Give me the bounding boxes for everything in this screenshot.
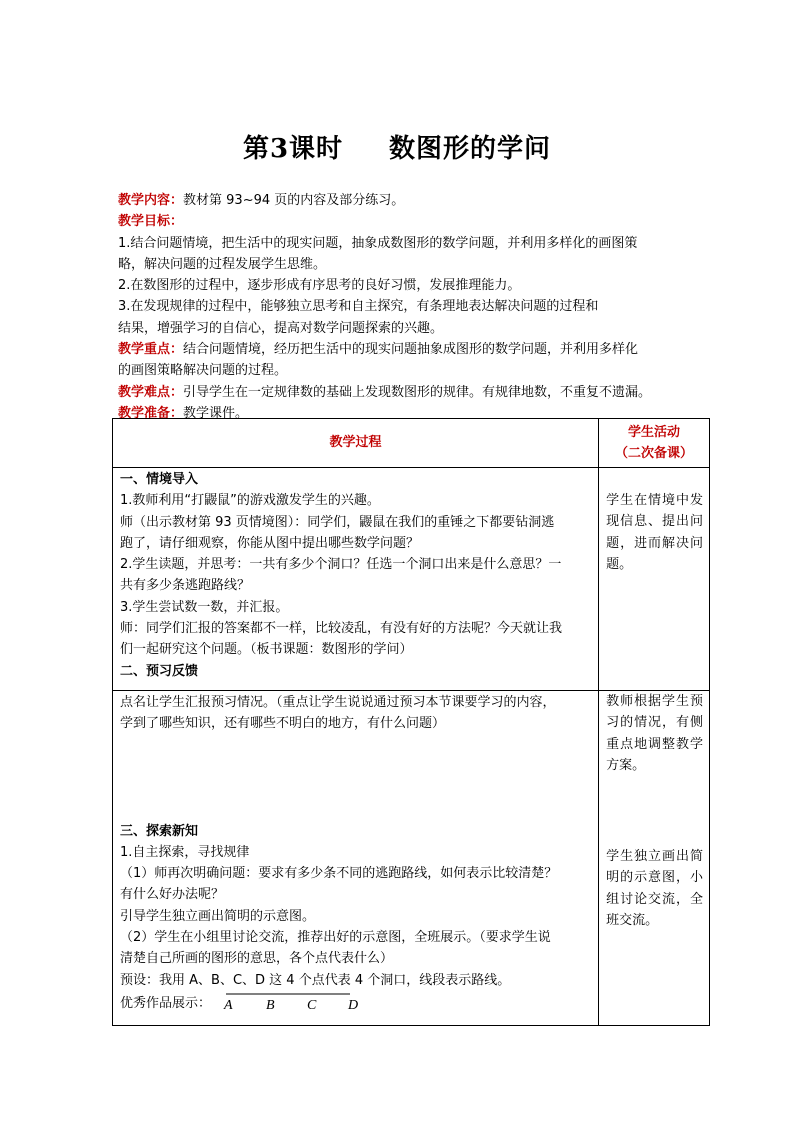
lesson-number: 第3课时: [242, 134, 344, 164]
content-label: 教学内容：: [118, 193, 184, 208]
route-diagram: [218, 989, 368, 1017]
section-intro-cell: [113, 468, 599, 691]
goal-1a: 1.结合问题情境，把生活中的现实问题，抽象成数图形的数学问题，并利用多样化的画图策: [118, 235, 638, 251]
section-intro-title: 一、情境导入: [120, 472, 199, 487]
table-row: [113, 690, 710, 1025]
explore-line-3: 有什么好办法呢？: [120, 887, 225, 903]
difficulty-text: 引导学生在一定规律数的基础上发现数图形的规律。有规律地数，不重复不遗漏。: [183, 384, 652, 400]
intro-line-4: 2.学生读题，并思考：一共有多少个洞口？任选一个洞口出来是什么意思？一: [120, 557, 562, 573]
key-text-b: 的画图策略解决问题的过程。: [118, 363, 288, 379]
preview-line-2: 学到了哪些知识，还有哪些不明白的地方，有什么问题）: [120, 716, 446, 732]
section-explore-title: 三、探索新知: [120, 823, 199, 839]
explore-line-1: 1.自主探索，寻找规律: [120, 844, 250, 860]
point-d-label: D: [348, 997, 359, 1013]
explore-line-4: 引导学生独立画出简明的示意图。: [120, 908, 316, 924]
goal-3b: 结果，增强学习的自信心，提高对数学问题探索的兴趣。: [118, 320, 444, 336]
showcase-label: 优秀作品展示：: [120, 995, 212, 1011]
preview-line-1: 点名让学生汇报预习情况。（重点让学生说说通过预习本节课要学习的内容，: [120, 694, 556, 710]
prep-label: 教学准备：: [118, 405, 184, 421]
goals-line: [118, 211, 698, 232]
intro-line-3: 跑了，请仔细观察，你能从图中提出哪些数学问题？: [120, 535, 420, 551]
goals-label: 教学目标：: [118, 214, 184, 230]
preview-spacer: [120, 735, 592, 821]
content-line: [118, 190, 698, 211]
point-c-label: C: [307, 997, 317, 1013]
goal-1b: 略，解决问题的过程发展学生思维。: [118, 256, 327, 272]
activity-header-sub: （二次备课）: [615, 446, 694, 461]
lesson-process-table: [112, 418, 710, 1026]
explore-line-6: 清楚自己所画的图形的意思，各个点代表什么）: [120, 951, 394, 967]
table-header-row: [113, 419, 710, 468]
lesson-meta: [118, 190, 698, 424]
intro-line-2: 师（出示教材第 93 页情境图）：同学们，鼹鼠在我们的重锤之下都要钻洞逃: [120, 514, 555, 530]
point-b-label: B: [266, 997, 275, 1013]
lesson-topic: 数图形的学问: [389, 134, 552, 164]
page-title: [0, 128, 794, 165]
process-header-label: 教学过程: [329, 435, 382, 451]
activity-header: [599, 419, 710, 468]
explore-line-5: （2）学生在小组里讨论交流，推荐出好的示意图，全班展示。（要求学生说: [120, 930, 551, 946]
activity-header-label: 学生活动: [628, 424, 681, 440]
intro-line-1: 1.教师利用“打鼹鼠”的游戏激发学生的兴趣。: [120, 493, 380, 509]
intro-line-5: 共有多少条逃跑路线？: [120, 578, 251, 594]
key-text-a: 结合问题情境，经历把生活中的现实问题抽象成图形的数学问题，并利用多样化: [183, 342, 639, 358]
process-header: [113, 419, 599, 468]
intro-line-7: 师：同学们汇报的答案都不一样，比较凌乱，有没有好的方法呢？今天就让我: [120, 621, 563, 637]
explore-line-2: （1）师再次明确问题：要求有多少条不同的逃跑路线，如何表示比较清楚？: [120, 866, 558, 882]
explore-line-7: 预设：我用 A、B、C、D 这 4 个点代表 4 个洞口，线段表示路线。: [120, 972, 511, 988]
key-line: [118, 339, 698, 360]
key-label: 教学重点：: [118, 342, 184, 358]
section-preview-title: 二、预习反馈: [120, 663, 199, 679]
content-text: 教材第 93~94 页的内容及部分练习。: [183, 193, 405, 208]
prep-text: 教学课件。: [183, 405, 249, 421]
intro-line-6: 3.学生尝试数一数，并汇报。: [120, 599, 289, 615]
difficulty-label: 教学难点：: [118, 384, 184, 400]
preview-activity-note: 教师根据学生预习的情况，有侧重点地调整教学方案。: [606, 693, 703, 773]
intro-activity-cell: [599, 468, 710, 691]
intro-line-8: 们一起研究这个问题。（板书课题：数图形的学问）: [120, 642, 413, 658]
section-preview-cell: [113, 690, 599, 1025]
preview-activity-cell: [599, 690, 710, 1025]
explore-activity-note: 学生独立画出简明的示意图，小组讨论交流，全班交流。: [606, 849, 703, 929]
table-row: [113, 468, 710, 691]
intro-activity-note: 学生在情境中发现信息、提出问题，进而解决问题。: [606, 493, 703, 572]
goal-3a: 3.在发现规律的过程中，能够独立思考和自主探究，有条理地表达解决问题的过程和: [118, 299, 599, 315]
difficulty-line: [118, 382, 698, 403]
goal-2: 2.在数图形的过程中，逐步形成有序思考的良好习惯，发展推理能力。: [118, 278, 521, 294]
point-a-label: A: [224, 997, 233, 1013]
showcase-row: [120, 993, 592, 1017]
